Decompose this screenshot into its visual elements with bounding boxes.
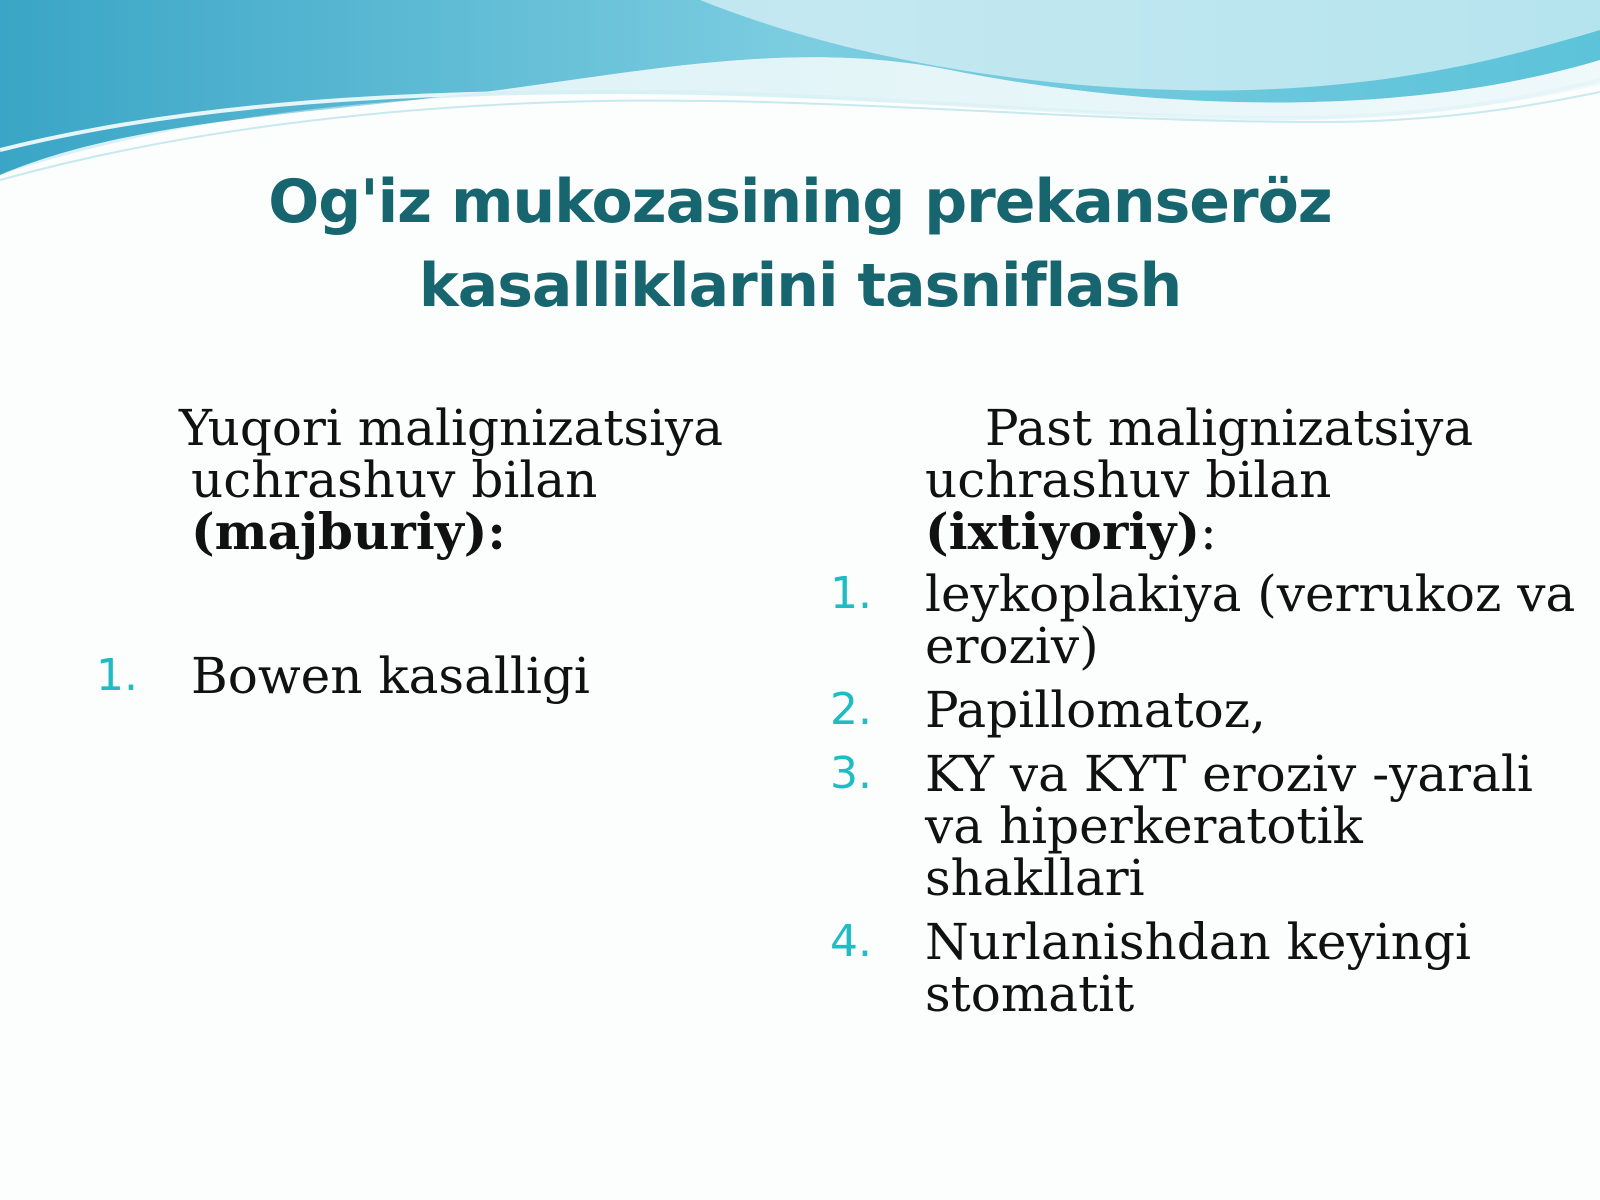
right-column	[830, 399, 1590, 1032]
list-item-text: KY va KYT eroziv -yarali va hiperkeratotik shakllari	[925, 745, 1533, 907]
list-number: 1.	[96, 650, 138, 701]
right-heading-bold: (ixtiyoriy)	[925, 502, 1200, 561]
right-list	[830, 565, 1590, 1023]
list-item	[96, 647, 796, 705]
left-column	[96, 399, 796, 714]
right-heading-suffix: :	[1200, 503, 1217, 561]
list-item-text: leykoplakiya (verrukoz va eroziv)	[925, 565, 1576, 675]
slide-title: Og'iz mukozasining prekanseröz kasalliklarini tasniflash	[268, 167, 1332, 321]
left-list	[96, 647, 796, 705]
left-heading-line2: uchrashuv bilan	[191, 451, 598, 509]
list-item	[830, 913, 1590, 1023]
right-heading-line1: Past malignizatsiya	[985, 399, 1474, 457]
list-item	[830, 745, 1590, 907]
list-item-text: Bowen kasalligi	[191, 647, 590, 705]
left-heading-line1: Yuqori malignizatsiya	[179, 399, 724, 457]
right-heading-line2: uchrashuv bilan	[925, 451, 1332, 509]
left-heading-bold: (majburiy):	[191, 502, 506, 561]
list-item-text: Papillomatoz,	[925, 681, 1266, 739]
list-number: 1.	[830, 568, 872, 619]
list-item	[830, 681, 1590, 739]
list-number: 2.	[830, 684, 872, 735]
left-column-heading	[96, 399, 796, 561]
list-number: 4.	[830, 916, 872, 967]
list-number: 3.	[830, 748, 872, 799]
list-item-text: Nurlanishdan keyingi stomatit	[925, 913, 1471, 1023]
list-item	[830, 565, 1590, 675]
right-column-heading	[830, 399, 1590, 561]
